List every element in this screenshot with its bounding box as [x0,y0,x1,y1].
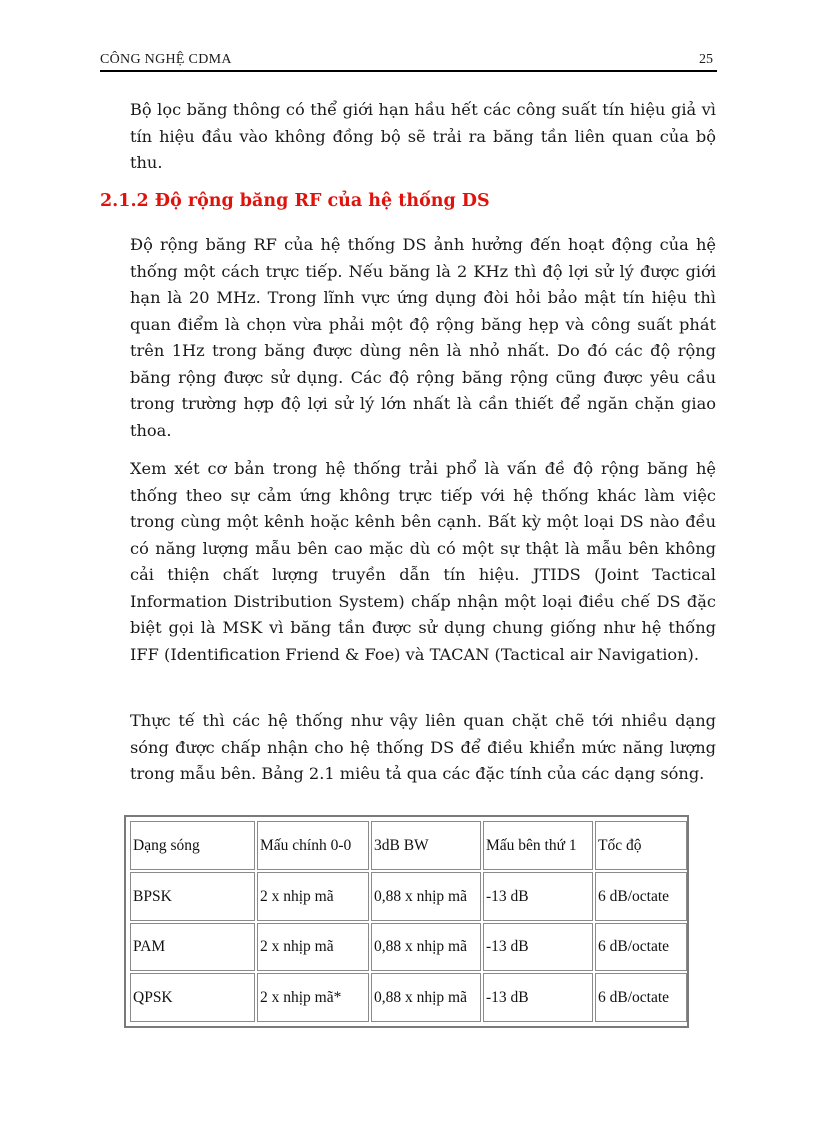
waveform-table-grid [128,819,689,1024]
table-cell: 6 dB/octate [595,923,687,972]
paragraph-rf-bandwidth: Độ rộng băng RF của hệ thống DS ảnh hưởng đến hoạt động của hệ thống một cách trực tiếp. Nếu băng là 2 KHz thì độ lợi sử lý được giới hạn là 20 MHz. Trong lĩnh vực ứng dụng đòi hỏi bảo mật tín hiệu thì quan điểm là chọn vừa phải một độ rộng băng hẹp và công suất phát trên 1Hz trong băng được dùng nên là nhỏ nhất. Do đó các độ rộng băng rộng được sử dụng. Các độ rộng băng rộng cũng được yêu cầu trong trường hợp độ lợi sử lý lớn nhất là cần thiết để ngăn chặn giao thoa. [130,235,716,440]
table-cell: 0,88 x nhịp mã [371,872,481,921]
table-cell: PAM [130,923,255,972]
table-cell: 0,88 x nhịp mã [371,973,481,1022]
paragraph-waveforms: Thực tế thì các hệ thống như vậy liên quan chặt chẽ tới nhiều dạng sóng được chấp nhận cho hệ thống DS để điều khiển mức năng lượng trong mẫu bên. Bảng 2.1 miêu tả qua các đặc tính của các dạng sóng. [130,711,716,783]
table-row [130,973,687,1022]
header-cell-waveform: Dạng sóng [130,821,255,870]
table-cell: -13 dB [483,923,593,972]
header-cell-first-sidelobe: Mấu bên thứ 1 [483,821,593,870]
paragraph-bandpass-filter: Bộ lọc băng thông có thể giới hạn hầu hết các công suất tín hiệu giả vì tín hiệu đầu vào không đồng bộ sẽ trải ra băng tần liên quan của bộ thu. [130,100,716,172]
table-cell: -13 dB [483,872,593,921]
table-cell: 2 x nhịp mã [257,923,369,972]
table-cell: 2 x nhịp mã [257,872,369,921]
header-cell-3db-bw: 3dB BW [371,821,481,870]
page-number: 25 [699,52,713,67]
table-cell: -13 dB [483,973,593,1022]
table-cell: QPSK [130,973,255,1022]
table-cell: 2 x nhịp mã* [257,973,369,1022]
table-row [130,872,687,921]
waveform-table [124,815,689,1028]
table-cell: 6 dB/octate [595,872,687,921]
table-cell: 6 dB/octate [595,973,687,1022]
header-title: CÔNG NGHỆ CDMA [100,52,232,67]
header-cell-rate: Tốc độ [595,821,687,870]
table-cell: 0,88 x nhịp mã [371,923,481,972]
paragraph-spread-spectrum: Xem xét cơ bản trong hệ thống trải phổ là vấn đề độ rộng băng hệ thống theo sự cảm ứng không trực tiếp với hệ thống khác làm việc trong cùng một kênh hoặc kênh bên cạnh. Bất kỳ một loại DS nào đều có năng lượng mẫu bên cao mặc dù có một sự thật là mẫu bên không cải thiện chất lượng truyền dẫn tín hiệu. JTIDS (Joint Tactical Information Distribution System) chấp nhận một loại điều chế DS đặc biệt gọi là MSK vì băng tần được sử dụng chung giống như hệ thống IFF (Identification Friend & Foe) và TACAN (Tactical air Navigation). [130,459,716,664]
table-header-row [130,821,687,870]
section-heading: 2.1.2 Độ rộng băng RF của hệ thống DS [100,191,490,211]
page-header [100,50,717,72]
header-cell-main-lobe: Mấu chính 0-0 [257,821,369,870]
table-cell: BPSK [130,872,255,921]
table-row [130,923,687,972]
